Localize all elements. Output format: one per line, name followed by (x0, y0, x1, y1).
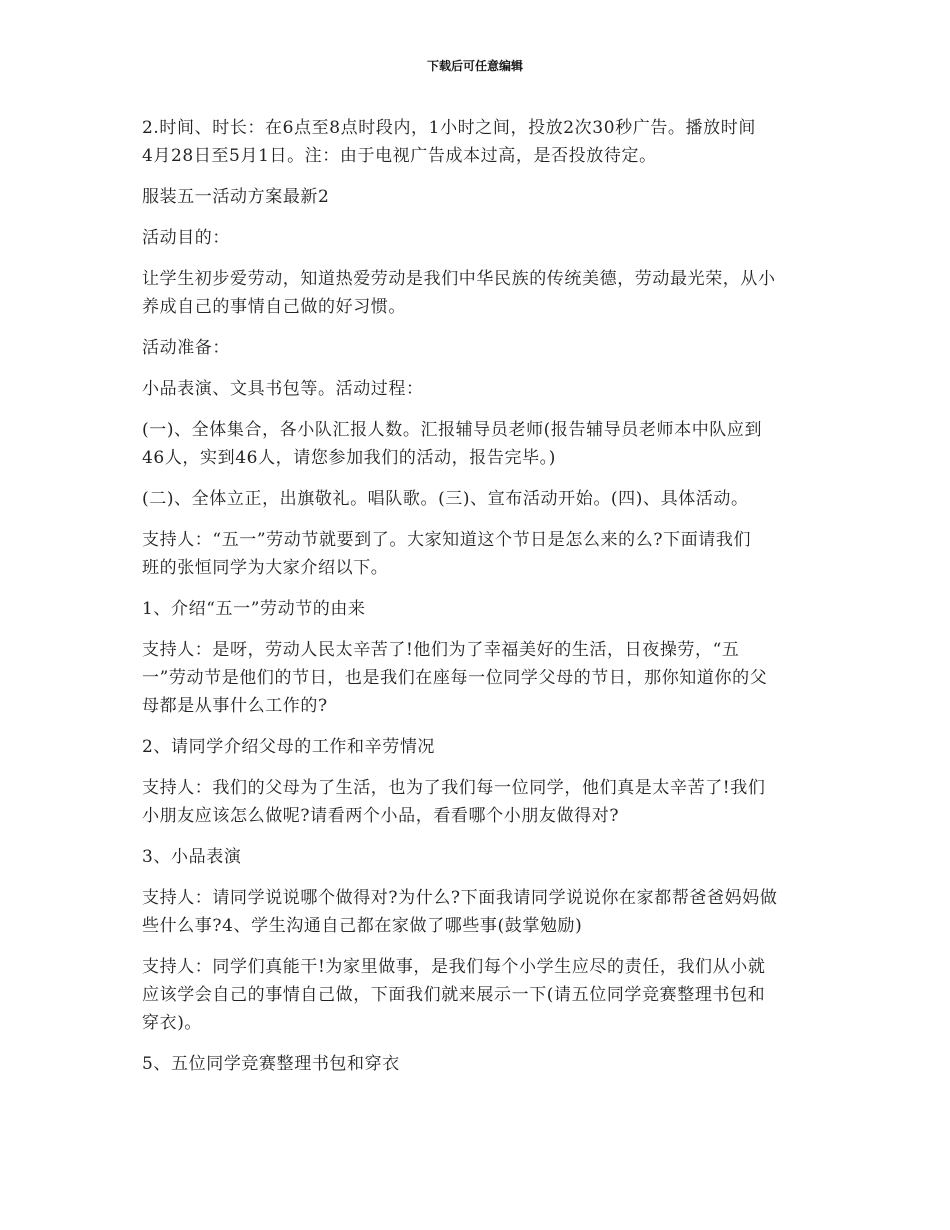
text-line: 养成自己的事情自己做的好习惯。 (142, 297, 406, 317)
paragraph (142, 733, 822, 761)
text-line: 支持人：我们的父母为了生活，也为了我们每一位同学，他们真是太辛苦了!我们 (142, 778, 766, 798)
text-line: 46人，实到46人，请您参加我们的活动，报告完毕。) (142, 448, 556, 468)
text-line: 母都是从事什么工作的? (142, 696, 328, 716)
paragraph (142, 953, 822, 1037)
text-line: 3、小品表演 (142, 847, 242, 867)
paragraph (142, 375, 822, 403)
paragraph (142, 114, 822, 170)
text-line: 5、五位同学竞赛整理书包和穿衣 (142, 1054, 400, 1074)
paragraph (142, 526, 822, 582)
text-line: 支持人：是呀，劳动人民太辛苦了!他们为了幸福美好的生活，日夜操劳，“五 (142, 640, 740, 660)
text-line: 4月28日至5月1日。注：由于电视广告成本过高，是否投放待定。 (142, 146, 657, 166)
paragraph (142, 1050, 822, 1078)
text-line: 2、请同学介绍父母的工作和辛劳情况 (142, 737, 436, 757)
paragraph (142, 843, 822, 871)
text-line: 活动目的： (142, 228, 230, 248)
paragraph (142, 485, 822, 513)
paragraph (142, 884, 822, 940)
text-line: 小品表演、文具书包等。活动过程： (142, 379, 424, 399)
paragraph (142, 774, 822, 830)
text-line: 让学生初步爱劳动，知道热爱劳动是我们中华民族的传统美德，劳动最光荣，从小 (142, 269, 776, 289)
text-line: 2.时间、时长：在6点至8点时段内，1小时之间，投放2次30秒广告。播放时间 (142, 118, 756, 138)
text-line: (二)、全体立正，出旗敬礼。唱队歌。(三)、宣布活动开始。(四)、具体活动。 (142, 489, 749, 509)
paragraph (142, 334, 822, 362)
paragraph (142, 636, 822, 720)
paragraph (142, 265, 822, 321)
text-line: 1、介绍“五一”劳动节的由来 (142, 599, 366, 619)
text-line: 班的张恒同学为大家介绍以下。 (142, 558, 389, 578)
text-line: 支持人：“五一”劳动节就要到了。大家知道这个节日是怎么来的么?下面请我们 (142, 530, 752, 550)
paragraph (142, 183, 822, 211)
text-line: 服装五一活动方案最新2 (142, 187, 330, 207)
paragraph (142, 595, 822, 623)
text-line: 支持人：请同学说说哪个做得对?为什么?下面我请同学说说你在家都帮爸爸妈妈做 (142, 888, 778, 908)
text-line: 小朋友应该怎么做呢?请看两个小品，看看哪个小朋友做得对? (142, 806, 620, 826)
text-line: 一”劳动节是他们的节日，也是我们在座每一位同学父母的节日，那你知道你的父 (142, 668, 768, 688)
document-body (142, 114, 822, 1091)
text-line: 活动准备： (142, 338, 230, 358)
paragraph (142, 416, 822, 472)
paragraph (142, 224, 822, 252)
text-line: (一)、全体集合，各小队汇报人数。汇报辅导员老师(报告辅导员老师本中队应到 (142, 420, 763, 440)
text-line: 应该学会自己的事情自己做，下面我们就来展示一下(请五位同学竞赛整理书包和 (142, 985, 766, 1005)
text-line: 穿衣)。 (142, 1013, 203, 1033)
text-line: 些什么事?4、学生沟通自己都在家做了哪些事(鼓掌勉励) (142, 916, 583, 936)
page-header: 下载后可任意编辑 (426, 59, 523, 73)
text-line: 支持人：同学们真能干!为家里做事，是我们每个小学生应尽的责任，我们从小就 (142, 957, 766, 977)
